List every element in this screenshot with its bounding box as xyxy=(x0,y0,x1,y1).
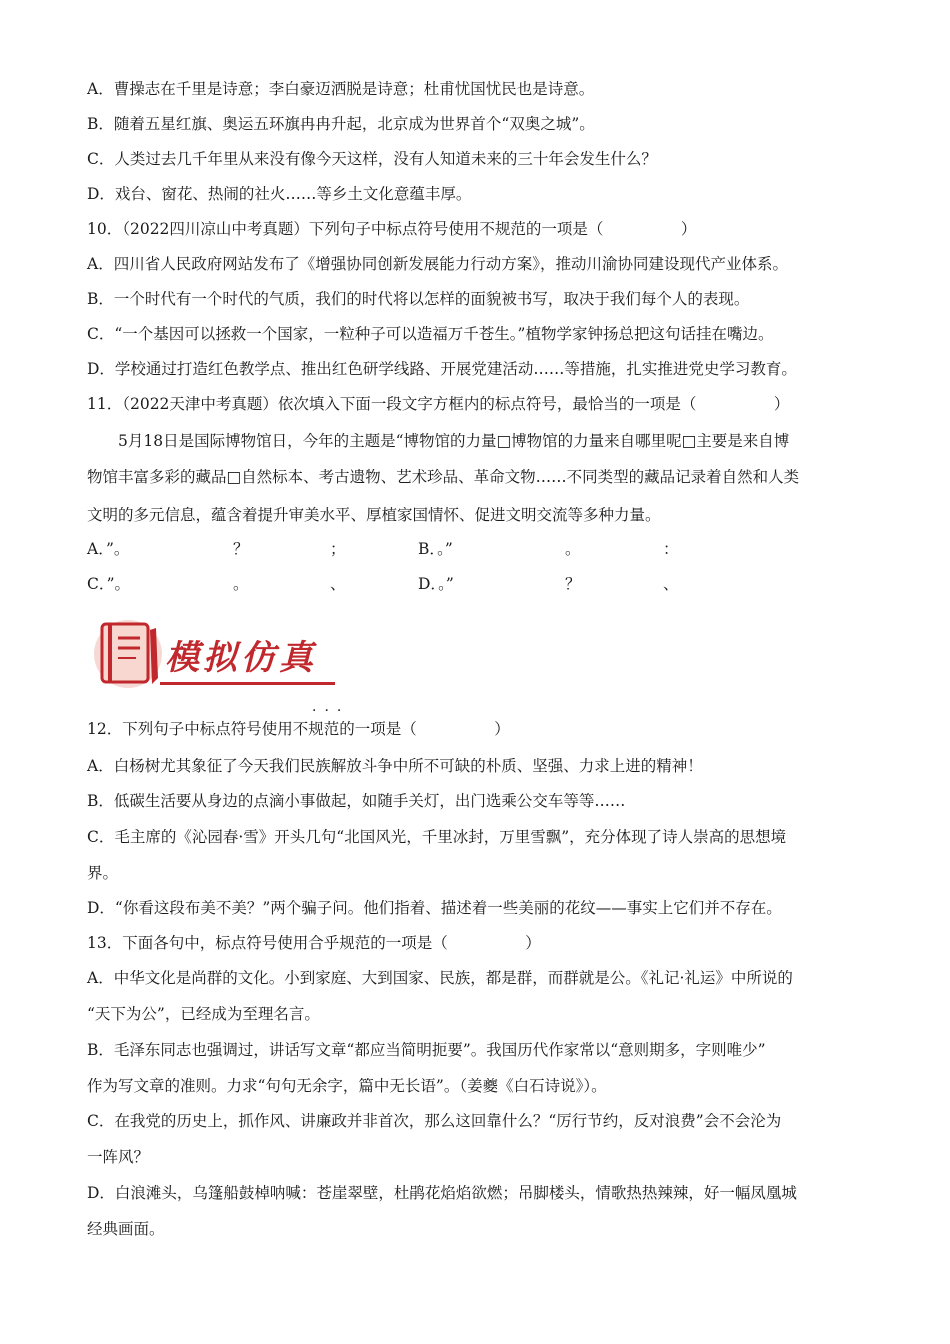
q11-option-c-mark-3: 、 xyxy=(330,575,346,593)
q11-option-a-mark-3: ； xyxy=(330,540,346,558)
section-title: 模拟仿真 xyxy=(165,638,317,678)
q13-option-d-line-2: 经典画面。 xyxy=(87,1220,165,1238)
q13-option-c-line-1: C．在我党的历史上，抓作风、讲廉政并非首次，那么这回靠什么？“厉行节约，反对浪费”会不会沦为 xyxy=(87,1112,782,1130)
q10-option-b: B．一个时代有一个时代的气质，我们的时代将以怎样的面貌被书写，取决于我们每个人的表现。 xyxy=(87,290,750,308)
q9-option-c: C．人类过去几千年里从来没有像今天这样，没有人知道未来的三十年会发生什么？ xyxy=(87,150,657,168)
q11-option-c-label: C．”。 xyxy=(87,575,131,593)
q12-option-b: B．低碳生活要从身边的点滴小事做起，如随手关灯，出门选乘公交车等等…… xyxy=(87,792,626,810)
emphasis-dots: ··· xyxy=(312,703,350,719)
q13-option-b-line-2: 作为写文章的准则。力求“句句无余字，篇中无长语”。（姜夔《白石诗说》）。 xyxy=(87,1077,607,1095)
q11-option-a-mark-2: ？ xyxy=(233,540,249,558)
q12-stem: 12．下列句子中标点符号使用不规范的一项是（ ） xyxy=(87,720,510,738)
q12-option-c-line-2: 界。 xyxy=(87,864,119,882)
q9-option-b: B．随着五星红旗、奥运五环旗冉冉升起，北京成为世界首个“双奥之城”。 xyxy=(87,115,595,133)
q12-option-a: A．白杨树尤其象征了今天我们民族解放斗争中所不可缺的朴质、坚强、力求上进的精神！ xyxy=(87,757,703,775)
q13-option-a-line-1: A．中华文化是尚群的文化。小到家庭、大到国家、民族，都是群，而群就是公。《礼记·礼运》中所说的 xyxy=(87,969,793,987)
q9-option-a: A．曹操志在千里是诗意；李白豪迈洒脱是诗意；杜甫忧国忧民也是诗意。 xyxy=(87,80,595,98)
q11-option-b-mark-3: ： xyxy=(663,540,679,558)
q13-option-d-line-1: D．白浪滩头，乌篷船鼓棹呐喊：苍崖翠壁，杜鹃花焰焰欲燃；吊脚楼头，情歌热热辣辣，好一幅凤凰城 xyxy=(87,1184,797,1202)
q11-passage-line-1: 5月18日是国际博物馆日，今年的主题是“博物馆的力量□博物馆的力量来自哪里呢□主要是来自博 xyxy=(118,432,790,450)
q10-stem: 10．（2022四川凉山中考真题）下列句子中标点符号使用不规范的一项是（ ） xyxy=(87,220,697,238)
q9-option-d: D．戏台、窗花、热闹的社火……等乡土文化意蕴丰厚。 xyxy=(87,185,472,203)
q11-stem: 11．（2022天津中考真题）依次填入下面一段文字方框内的标点符号，最恰当的一项是（ ） xyxy=(87,395,790,413)
q13-option-a-line-2: “天下为公”，已经成为至理名言。 xyxy=(87,1005,320,1023)
q11-passage-line-3: 文明的多元信息，蕴含着提升审美水平、厚植家国情怀、促进文明交流等多种力量。 xyxy=(87,506,661,524)
q13-stem: 13．下面各句中，标点符号使用合乎规范的一项是（ ） xyxy=(87,934,541,952)
q10-option-c: C．“一个基因可以拯救一个国家，一粒种子可以造福万千苍生。”植物学家钟扬总把这句话挂在嘴边。 xyxy=(87,325,774,343)
q11-option-d-label: D．。” xyxy=(418,575,454,593)
q11-option-d-mark-3: 、 xyxy=(663,575,679,593)
q13-option-c-line-2: 一阵风？ xyxy=(87,1148,150,1166)
q11-option-d-mark-2: ？ xyxy=(565,575,581,593)
q11-passage-line-2: 物馆丰富多彩的藏品□自然标本、考古遗物、艺术珍品、革命文物……不同类型的藏品记录着自然和人类 xyxy=(87,468,800,486)
q10-option-a: A．四川省人民政府网站发布了《增强协同创新发展能力行动方案》，推动川渝协同建设现代产业体系。 xyxy=(87,255,788,273)
section-title-underline xyxy=(160,682,335,685)
q11-option-a-label: A．”。 xyxy=(87,540,130,558)
q10-option-d: D．学校通过打造红色教学点、推出红色研学线路、开展党建活动……等措施，扎实推进党史学习教育。 xyxy=(87,360,797,378)
q13-option-b-line-1: B．毛泽东同志也强调过，讲话写文章“都应当简明扼要”。我国历代作家常以“意则期多，字则唯少” xyxy=(87,1041,766,1059)
q12-option-d: D．“你看这段布美不美？”两个骗子问。他们指着、描述着一些美丽的花纹——事实上它们并不存在。 xyxy=(87,899,782,917)
q12-option-c-line-1: C．毛主席的《沁园春·雪》开头几句“北国风光，千里冰封，万里雪飘”，充分体现了诗人崇高的思想境 xyxy=(87,828,787,846)
q11-option-b-mark-2: 。 xyxy=(565,540,581,558)
q11-option-c-mark-2: 。 xyxy=(233,575,249,593)
q11-option-b-label: B．。” xyxy=(418,540,453,558)
